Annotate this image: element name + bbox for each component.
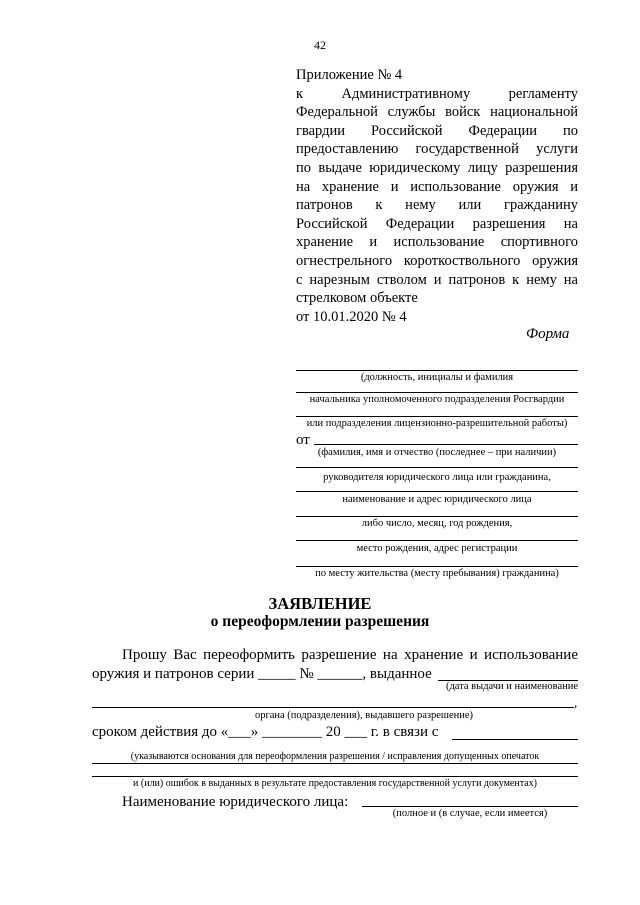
addressee-caption: (фамилия, имя и отчество (последнее – при наличии) (317, 447, 557, 458)
org-name-label: Наименование юридического лица: (122, 794, 349, 810)
addressee-line[interactable] (296, 370, 578, 371)
applicant-line[interactable] (314, 444, 578, 445)
grounds-caption-1: (указываются основания для переоформления разрешения / исправления допущенных опечаток (130, 751, 540, 762)
annex-line: с нарезным стволом и патронов к нему на (296, 271, 578, 288)
org-name-caption: (полное и (в случае, если имеется) (392, 808, 548, 819)
issue-caption: (дата выдачи и наименование (445, 681, 578, 692)
document-title: ЗАЯВЛЕНИЕ (268, 594, 372, 613)
organ-caption: органа (подразделения), выдавшего разрешение) (254, 710, 474, 721)
addressee-caption: наименование и адрес юридического лица (342, 494, 532, 505)
addressee-caption: начальника уполномоченного подразделения Росгвардии (309, 394, 565, 405)
from-label: от (296, 432, 310, 448)
applicant-line[interactable] (296, 540, 578, 541)
org-name-line[interactable] (362, 806, 578, 807)
annex-line: Федеральной службы войск национальной (296, 104, 578, 121)
reason-line[interactable] (452, 739, 578, 740)
annex-header (296, 66, 578, 326)
addressee-caption: (должность, инициалы и фамилия (360, 372, 514, 383)
grounds-caption-2: и (или) ошибок в выданных в результате предоставления государственной услуги документах) (133, 778, 537, 789)
addressee-caption: либо число, месяц, год рождения, (361, 518, 513, 529)
addressee-line[interactable] (296, 392, 578, 393)
annex-line: хранение и использование спортивного (296, 234, 578, 251)
annex-line: предоставлению государственной услуги (296, 141, 578, 158)
annex-line: стрелковом объекте (296, 290, 418, 307)
annex-line: на хранение и использование оружия и (296, 178, 578, 195)
document-subtitle: о переоформлении разрешения (210, 613, 430, 630)
form-label: Форма (526, 326, 570, 342)
issuing-organ-line[interactable] (92, 707, 574, 708)
request-line-2: оружия и патронов серии _____ № ______, выданное (92, 666, 432, 682)
page-number: 42 (314, 38, 326, 52)
applicant-line[interactable] (296, 491, 578, 492)
addressee-caption: руководителя юридического лица или гражданина, (323, 472, 551, 483)
annex-line: по выдаче юридическому лицу разрешения (296, 159, 578, 176)
addressee-caption: место рождения, адрес регистрации (356, 543, 518, 554)
addressee-caption: или подразделения лицензионно-разрешительной работы) (306, 418, 568, 429)
annex-line: патронов к нему или гражданину (296, 197, 578, 214)
annex-line: от 10.01.2020 № 4 (296, 308, 407, 325)
applicant-line[interactable] (296, 467, 578, 468)
annex-line: Приложение № 4 (296, 67, 403, 83)
applicant-line[interactable] (296, 566, 578, 567)
grounds-line[interactable] (92, 763, 578, 764)
annex-line: огнестрельного короткоствольного оружия (296, 252, 578, 269)
grounds-line[interactable] (92, 776, 578, 777)
annex-line: гвардии Российской Федерации по (296, 122, 578, 139)
validity-line: сроком действия до «___» ________ 20 ___ г. в связи с (92, 724, 439, 740)
addressee-line[interactable] (296, 416, 578, 417)
request-line-1: Прошу Вас переоформить разрешение на хранение и использование (122, 647, 578, 663)
annex-line: Российской Федерации разрешения на (296, 215, 578, 232)
addressee-caption: по месту жительства (месту пребывания) гражданина) (315, 568, 559, 579)
applicant-line[interactable] (296, 516, 578, 517)
annex-line: к Административному регламенту (296, 85, 578, 102)
